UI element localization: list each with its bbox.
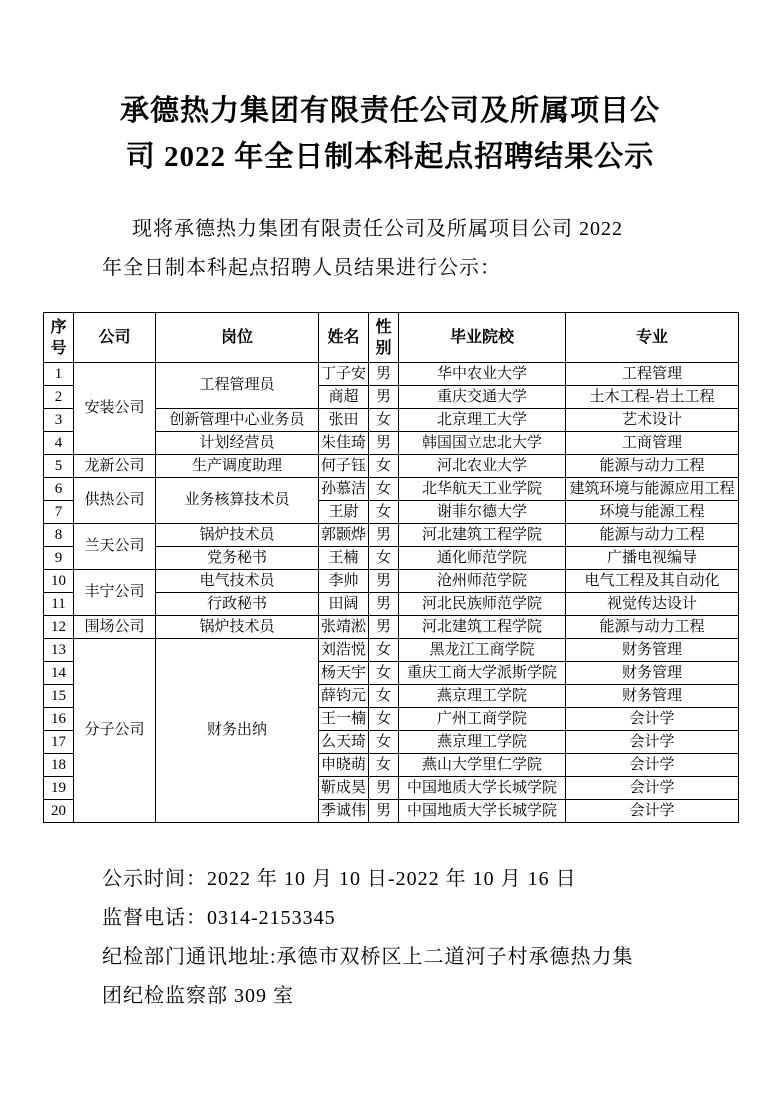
cell-company: 龙新公司: [74, 455, 156, 478]
header-no: 序号: [44, 313, 74, 363]
cell-name: 张田: [319, 409, 369, 432]
cell-no: 16: [44, 708, 74, 731]
cell-gender: 女: [369, 708, 399, 731]
cell-name: 刘浩悦: [319, 639, 369, 662]
cell-school: 谢菲尔德大学: [399, 501, 566, 524]
cell-gender: 女: [369, 409, 399, 432]
cell-school: 河北民族师范学院: [399, 593, 566, 616]
table-header-row: [44, 313, 739, 363]
cell-position: 工程管理员: [156, 363, 319, 409]
cell-position: 财务出纳: [156, 639, 319, 823]
header-gender: 性别: [369, 313, 399, 363]
cell-name: 何子钰: [319, 455, 369, 478]
cell-school: 河北建筑工程学院: [399, 616, 566, 639]
cell-school: 沧州师范学院: [399, 570, 566, 593]
cell-major: 会计学: [566, 777, 739, 800]
intro-line-2: 年全日制本科起点招聘人员结果进行公示：: [102, 257, 501, 279]
cell-no: 6: [44, 478, 74, 501]
cell-major: 环境与能源工程: [566, 501, 739, 524]
cell-school: 北京理工大学: [399, 409, 566, 432]
cell-gender: 男: [369, 570, 399, 593]
cell-company: 兰天公司: [74, 524, 156, 570]
cell-company: 安装公司: [74, 363, 156, 455]
title-line-1: 承德热力集团有限责任公司及所属项目公: [119, 95, 660, 127]
cell-major: 土木工程-岩土工程: [566, 386, 739, 409]
cell-gender: 男: [369, 616, 399, 639]
cell-name: 王一楠: [319, 708, 369, 731]
cell-position: 党务秘书: [156, 547, 319, 570]
cell-name: 李帅: [319, 570, 369, 593]
cell-major: 会计学: [566, 708, 739, 731]
cell-name: 张靖淞: [319, 616, 369, 639]
cell-name: 丁子安: [319, 363, 369, 386]
cell-gender: 男: [369, 524, 399, 547]
cell-name: 孙慕洁: [319, 478, 369, 501]
cell-no: 19: [44, 777, 74, 800]
cell-school: 北华航天工业学院: [399, 478, 566, 501]
cell-major: 广播电视编导: [566, 547, 739, 570]
cell-gender: 男: [369, 777, 399, 800]
cell-name: 田阔: [319, 593, 369, 616]
cell-school: 韩国国立忠北大学: [399, 432, 566, 455]
cell-company: 围场公司: [74, 616, 156, 639]
cell-position: 业务核算技术员: [156, 478, 319, 524]
header-name: 姓名: [319, 313, 369, 363]
cell-company: 供热公司: [74, 478, 156, 524]
table-row: [44, 616, 739, 639]
cell-gender: 女: [369, 662, 399, 685]
cell-company: 分子公司: [74, 639, 156, 823]
cell-gender: 男: [369, 386, 399, 409]
cell-name: 王楠: [319, 547, 369, 570]
cell-gender: 女: [369, 547, 399, 570]
cell-no: 11: [44, 593, 74, 616]
cell-no: 4: [44, 432, 74, 455]
cell-gender: 女: [369, 685, 399, 708]
cell-no: 15: [44, 685, 74, 708]
cell-school: 广州工商学院: [399, 708, 566, 731]
cell-gender: 女: [369, 501, 399, 524]
cell-school: 重庆交通大学: [399, 386, 566, 409]
cell-name: 申晓萌: [319, 754, 369, 777]
cell-school: 中国地质大学长城学院: [399, 800, 566, 823]
cell-major: 建筑环境与能源应用工程: [566, 478, 739, 501]
cell-gender: 女: [369, 639, 399, 662]
cell-company: 丰宁公司: [74, 570, 156, 616]
table-row: [44, 570, 739, 593]
intro-line-1: 现将承德热力集团有限责任公司及所属项目公司 2022: [132, 218, 623, 240]
cell-major: 财务管理: [566, 639, 739, 662]
cell-position: 锅炉技术员: [156, 524, 319, 547]
cell-school: 燕山大学里仁学院: [399, 754, 566, 777]
cell-major: 会计学: [566, 754, 739, 777]
table-row: [44, 639, 739, 662]
cell-position: 行政秘书: [156, 593, 319, 616]
cell-name: 朱佳琦: [319, 432, 369, 455]
cell-school: 重庆工商大学派斯学院: [399, 662, 566, 685]
cell-position: 电气技术员: [156, 570, 319, 593]
cell-name: 薛钧元: [319, 685, 369, 708]
header-major: 专业: [566, 313, 739, 363]
cell-major: 会计学: [566, 800, 739, 823]
table-row: [44, 455, 739, 478]
cell-no: 9: [44, 547, 74, 570]
cell-name: 商超: [319, 386, 369, 409]
intro-paragraph: [102, 210, 702, 288]
title-line-2: 司 2022 年全日制本科起点招聘结果公示: [125, 141, 655, 173]
footer-discipline-address-line-2: 团纪检监察部 309 室: [102, 985, 294, 1007]
cell-gender: 男: [369, 432, 399, 455]
cell-position: 生产调度助理: [156, 455, 319, 478]
cell-no: 14: [44, 662, 74, 685]
table-row: [44, 478, 739, 501]
cell-gender: 男: [369, 800, 399, 823]
cell-no: 10: [44, 570, 74, 593]
table-header: [44, 313, 739, 363]
cell-no: 20: [44, 800, 74, 823]
cell-name: 郭颢烨: [319, 524, 369, 547]
cell-name: 杨天宇: [319, 662, 369, 685]
header-company: 公司: [74, 313, 156, 363]
cell-gender: 女: [369, 731, 399, 754]
header-position: 岗位: [156, 313, 319, 363]
cell-school: 河北建筑工程学院: [399, 524, 566, 547]
cell-no: 5: [44, 455, 74, 478]
cell-no: 12: [44, 616, 74, 639]
cell-major: 财务管理: [566, 685, 739, 708]
cell-gender: 男: [369, 593, 399, 616]
cell-no: 2: [44, 386, 74, 409]
cell-no: 17: [44, 731, 74, 754]
cell-major: 艺术设计: [566, 409, 739, 432]
table-row: [44, 524, 739, 547]
cell-major: 能源与动力工程: [566, 455, 739, 478]
cell-school: 燕京理工学院: [399, 731, 566, 754]
footer-discipline-address-line-1: 纪检部门通讯地址:承德市双桥区上二道河子村承德热力集: [102, 946, 634, 968]
cell-school: 中国地质大学长城学院: [399, 777, 566, 800]
cell-major: 会计学: [566, 731, 739, 754]
cell-gender: 男: [369, 363, 399, 386]
cell-name: 季诚伟: [319, 800, 369, 823]
cell-gender: 女: [369, 478, 399, 501]
footer-notes: [102, 860, 702, 1016]
cell-school: 黑龙江工商学院: [399, 639, 566, 662]
cell-gender: 女: [369, 455, 399, 478]
cell-no: 18: [44, 754, 74, 777]
document-title: [0, 88, 780, 180]
footer-publicity-period: 公示时间：2022 年 10 月 10 日-2022 年 10 月 16 日: [102, 868, 577, 890]
table-row: [44, 363, 739, 386]
cell-major: 视觉传达设计: [566, 593, 739, 616]
cell-name: 王尉: [319, 501, 369, 524]
cell-position: 锅炉技术员: [156, 616, 319, 639]
cell-position: 创新管理中心业务员: [156, 409, 319, 432]
table-body: [44, 363, 739, 823]
header-school: 毕业院校: [399, 313, 566, 363]
cell-no: 13: [44, 639, 74, 662]
cell-no: 8: [44, 524, 74, 547]
cell-name: 靳成昊: [319, 777, 369, 800]
cell-no: 1: [44, 363, 74, 386]
cell-no: 7: [44, 501, 74, 524]
cell-no: 3: [44, 409, 74, 432]
cell-position: 计划经营员: [156, 432, 319, 455]
cell-major: 电气工程及其自动化: [566, 570, 739, 593]
cell-major: 工商管理: [566, 432, 739, 455]
cell-name: 么天琦: [319, 731, 369, 754]
cell-school: 河北农业大学: [399, 455, 566, 478]
recruitment-results-table: [43, 312, 739, 823]
cell-school: 通化师范学院: [399, 547, 566, 570]
cell-school: 燕京理工学院: [399, 685, 566, 708]
cell-school: 华中农业大学: [399, 363, 566, 386]
cell-major: 工程管理: [566, 363, 739, 386]
footer-supervision-phone: 监督电话：0314-2153345: [102, 907, 336, 929]
cell-major: 能源与动力工程: [566, 524, 739, 547]
cell-gender: 女: [369, 754, 399, 777]
cell-major: 财务管理: [566, 662, 739, 685]
cell-major: 能源与动力工程: [566, 616, 739, 639]
